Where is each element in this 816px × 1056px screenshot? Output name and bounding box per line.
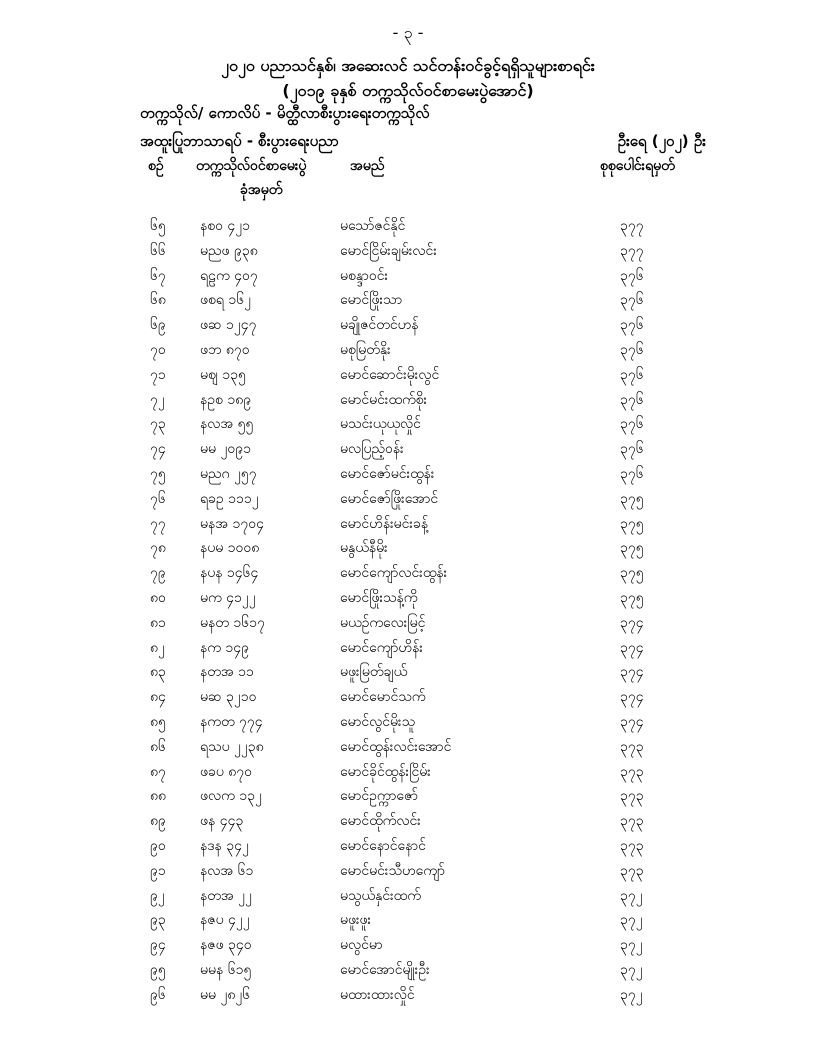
table-row: [0, 338, 816, 363]
header-roll-number: တက္ကသိုလ်ဝင်စာမေးပွဲ: [196, 158, 307, 174]
row-number: ၇၇: [150, 515, 166, 532]
roll-number: မက ၄၁၂၂: [200, 589, 256, 606]
row-number: ၆၆: [150, 242, 166, 259]
roll-number: နလအ ၅၅: [200, 416, 254, 433]
header-name: အမည်: [350, 158, 385, 174]
row-number: ၇၂: [150, 391, 165, 408]
total-score: ၃၇၆: [620, 441, 644, 458]
row-number: ၇၄: [150, 441, 166, 458]
student-name: မောင်နောင်နောင်: [340, 837, 426, 854]
student-name: မသော်ဇင်နိုင်: [340, 218, 406, 234]
document-title: ၂၀၂၀ ပညာသင်နှစ်၊ အဆေးလင် သင်တန်းဝင်ခွင့်ရရှိသူများစာရင်း: [221, 56, 595, 75]
roll-number: နပန ၁၄၆၄: [200, 565, 259, 582]
header-roll-number-line2: ခုံအမှတ်: [240, 182, 283, 198]
total-score: ၃၇၆: [620, 317, 644, 334]
total-score: ၃၇၅: [620, 540, 644, 557]
student-name: မောင်ဖြိုးသာ: [340, 292, 403, 309]
university-line: တက္ကသိုလ်/ ကောလိပ် - မိတ္ထီလာစီးပွားရေးတက္ကသိုလ်: [140, 104, 430, 122]
roll-number: ဖန ၄၄၃: [200, 813, 244, 830]
table-row: [0, 363, 816, 388]
total-score: ၃၇၃: [620, 813, 644, 830]
table-row: [0, 760, 816, 785]
table-row: [0, 710, 816, 735]
student-name: မောင်မင်းသီဟကျော်: [340, 862, 445, 879]
roll-number: မဈ ၁၃၅: [200, 366, 246, 383]
table-row: [0, 239, 816, 264]
table-row: [0, 388, 816, 413]
roll-number: နကတ ၇၇၄: [200, 713, 263, 730]
results-table: [0, 214, 816, 1008]
total-score: ၃၇၃: [620, 788, 644, 805]
table-row: [0, 685, 816, 710]
student-name: မောင်ဇော်မင်းထွန်း: [340, 465, 435, 482]
table-row: [0, 784, 816, 809]
table-row: [0, 884, 816, 909]
total-score: ၃၇၂: [620, 986, 643, 1003]
student-name: မစန္ဒာဝင်း: [340, 267, 389, 284]
student-name: မောင်ဆောင်းမိုးလွင်: [340, 366, 440, 383]
student-name: မောင်မောင်သက်: [340, 689, 426, 706]
student-name: မောင်ကျော်လင်းထွန်း: [340, 565, 448, 582]
student-name: မောင်အောင်မျိုးဦး: [340, 961, 430, 978]
student-name: မောင်ဥက္ကာဇော်: [340, 788, 419, 805]
total-score: ၃၇၄: [620, 713, 644, 730]
roll-number: ရသပ ၂၂၃၈: [200, 738, 264, 755]
roll-number: နလအ ၆၁: [200, 862, 254, 879]
row-number: ၉၁: [150, 862, 166, 879]
roll-number: နက ၁၄၉: [200, 639, 250, 656]
student-name: မောင်မင်းထက်စိုး: [340, 391, 428, 408]
student-name: မသွယ်နှင်းထက်: [340, 887, 421, 904]
student-name: မထားထားလှိုင်: [340, 986, 415, 1003]
table-row: [0, 288, 816, 313]
student-name: မလပြည့်ဝန်း: [340, 441, 404, 458]
student-name: မောင်ငြိမ်းချမ်းလင်း: [340, 242, 437, 259]
row-number: ၉၅: [150, 961, 166, 978]
roll-number: မညဖ ၉၃၈: [200, 242, 258, 259]
table-row: [0, 512, 816, 537]
row-number: ၆၇: [150, 267, 166, 284]
row-number: ၉၄: [150, 937, 166, 954]
row-number: ၈၆: [150, 738, 166, 755]
student-name: မနွယ်နီမိုး: [340, 540, 388, 557]
table-row: [0, 462, 816, 487]
total-score: ၃၇၆: [620, 292, 644, 309]
student-name: မစုမြတ်နိုး: [340, 341, 391, 358]
row-number: ၇၀: [150, 341, 166, 358]
total-score: ၃၇၆: [620, 341, 644, 358]
table-row: [0, 933, 816, 958]
roll-number: မညဂ ၂၅၇: [200, 465, 257, 482]
roll-number: မနအ ၁၇၀၄: [200, 515, 265, 532]
roll-number: နတအ ၂၂: [200, 887, 252, 904]
roll-number: နဇပ ၄၂၂: [200, 912, 250, 929]
student-name: မောင်လွင်မိုးသူ: [340, 713, 416, 730]
total-score: ၃၇၄: [620, 689, 644, 706]
student-name: မလွင်မာ: [340, 937, 383, 954]
document-subtitle: (၂၀၁၉ ခုနှစ် တက္ကသိုလ်ဝင်စာမေးပွဲအောင်): [282, 81, 534, 100]
table-row: [0, 958, 816, 983]
student-name: မောင်ဟိန်းမင်းခန့်: [340, 515, 429, 532]
roll-number: မမ ၂၀၉၁: [200, 441, 251, 458]
table-row: [0, 412, 816, 437]
student-name: မောင်ဖြိုးသန့်ကို: [340, 589, 418, 606]
student-name: မယဉ်ကလေးမြင့်: [340, 614, 426, 631]
header-total: စုစုပေါင်းရမှတ်: [600, 158, 675, 174]
row-number: ၇၃: [150, 416, 166, 433]
row-number: ၈၃: [150, 664, 166, 681]
total-score: ၃၇၅: [620, 515, 644, 532]
roll-number: မနတ ၁၆၁၇: [200, 614, 265, 631]
total-score: ၃၇၆: [620, 366, 644, 383]
row-number: ၈၅: [150, 713, 166, 730]
total-score: ၃၇၅: [620, 589, 644, 606]
total-score: ၃၇၅: [620, 565, 644, 582]
roll-number: နဇဖ ၃၄၀: [200, 937, 252, 954]
table-row: [0, 908, 816, 933]
page-number: - ၃ -: [392, 23, 424, 42]
table-row: [0, 264, 816, 289]
roll-number: နဥစ ၁၈၉: [200, 391, 252, 408]
table-row: [0, 735, 816, 760]
table-row: [0, 983, 816, 1008]
roll-number: မမ ၂၈၂၆: [200, 986, 251, 1003]
row-number: ၈၉: [150, 813, 166, 830]
table-row: [0, 214, 816, 239]
row-number: ၇၈: [150, 540, 166, 557]
table-row: [0, 660, 816, 685]
table-row: [0, 586, 816, 611]
table-row: [0, 834, 816, 859]
row-number: ၉၀: [150, 837, 166, 854]
roll-number: ဖခပ ၈၇၀: [200, 763, 253, 780]
total-score: ၃၇၆: [620, 416, 644, 433]
roll-number: ရခဥ ၁၁၁၂: [200, 490, 259, 507]
row-number: ၈၁: [150, 614, 166, 631]
row-number: ၈၄: [150, 689, 166, 706]
total-score: ၃၇၆: [620, 267, 644, 284]
table-row: [0, 313, 816, 338]
roll-number: မမန ၆၁၅: [200, 961, 252, 978]
header-no: စဉ်: [148, 158, 164, 174]
roll-number: ဖဆ ၁၂၄၇: [200, 317, 257, 334]
row-number: ၉၆: [150, 986, 166, 1003]
total-score: ၃၇၂: [620, 961, 643, 978]
student-name: မဖူးမြတ်ချယ်: [340, 664, 408, 681]
roll-number: ဖလက ၁၃၂: [200, 788, 262, 805]
table-row: [0, 859, 816, 884]
row-number: ၆၉: [150, 317, 166, 334]
student-name: မချိုဇင်တင်ဟန်: [340, 317, 419, 334]
roll-number: နစဝ ၄၂၁: [200, 218, 251, 234]
table-row: [0, 636, 816, 661]
total-score: ၃၇၂: [620, 887, 643, 904]
table-row: [0, 437, 816, 462]
roll-number: နတအ ၁၁: [200, 664, 254, 681]
total-score: ၃၇၃: [620, 738, 644, 755]
roll-number: ရဠက ၄၀၇: [200, 267, 258, 284]
school-line: အထူးပြုဘာသာရပ် - စီးပွားရေးပညာ: [140, 132, 339, 150]
row-number: ၈၂: [150, 639, 165, 656]
row-number: ၈၇: [150, 763, 166, 780]
row-number: ၇၅: [150, 465, 166, 482]
total-score: ၃၇၇: [620, 242, 644, 259]
student-name: မောင်ထိုက်လင်း: [340, 813, 421, 830]
row-number: ၈၈: [150, 788, 166, 805]
roll-number: ဖစရ ၁၆၂: [200, 292, 251, 309]
row-number: ၆၈: [150, 292, 166, 309]
roll-number: နပမ ၁၀၀၈: [200, 540, 260, 557]
roll-number: မဆ ၃၂၁၀: [200, 689, 257, 706]
total-score: ၃၇၄: [620, 664, 644, 681]
row-number: ၇၁: [150, 366, 166, 383]
total-score: ၃၇၅: [620, 490, 644, 507]
table-row: [0, 487, 816, 512]
row-number: ၆၅: [150, 218, 166, 234]
table-row: [0, 809, 816, 834]
total-score: ၃၇၆: [620, 465, 644, 482]
table-row: [0, 536, 816, 561]
total-score: ၃၇၄: [620, 614, 644, 631]
total-score: ၃၇၆: [620, 391, 644, 408]
total-score: ၃၇၇: [620, 218, 644, 234]
roll-number: နဒန ၃၄၂: [200, 837, 249, 854]
table-row: [0, 561, 816, 586]
student-name: မောင်ထွန်းလင်းအောင်: [340, 738, 452, 755]
row-number: ၇၉: [150, 565, 166, 582]
total-score: ၃၇၂: [620, 912, 643, 929]
row-number: ၉၂: [150, 887, 165, 904]
roll-number: ဖဘ ၈၇၀: [200, 341, 250, 358]
row-number: ၉၃: [150, 912, 166, 929]
student-name: မောင်ကျော်ဟိန်း: [340, 639, 423, 656]
total-score: ၃၇၃: [620, 862, 644, 879]
total-score: ၃၇၂: [620, 937, 643, 954]
student-name: မောင်ခိုင်ထွန်းငြိမ်း: [340, 763, 431, 780]
student-name: မသင်းယုယုလှိုင်: [340, 416, 421, 433]
student-name: မောင်ဇော်ဖြိုးအောင်: [340, 490, 439, 507]
total-score: ၃၇၃: [620, 837, 644, 854]
row-number: ၈၀: [150, 589, 166, 606]
table-row: [0, 611, 816, 636]
row-number: ၇၆: [150, 490, 166, 507]
male-count: ဦးရေ (၂၀၂) ဦး: [617, 132, 706, 150]
student-name: မဖူးဖူး: [340, 912, 372, 929]
total-score: ၃၇၄: [620, 639, 644, 656]
total-score: ၃၇၃: [620, 763, 644, 780]
